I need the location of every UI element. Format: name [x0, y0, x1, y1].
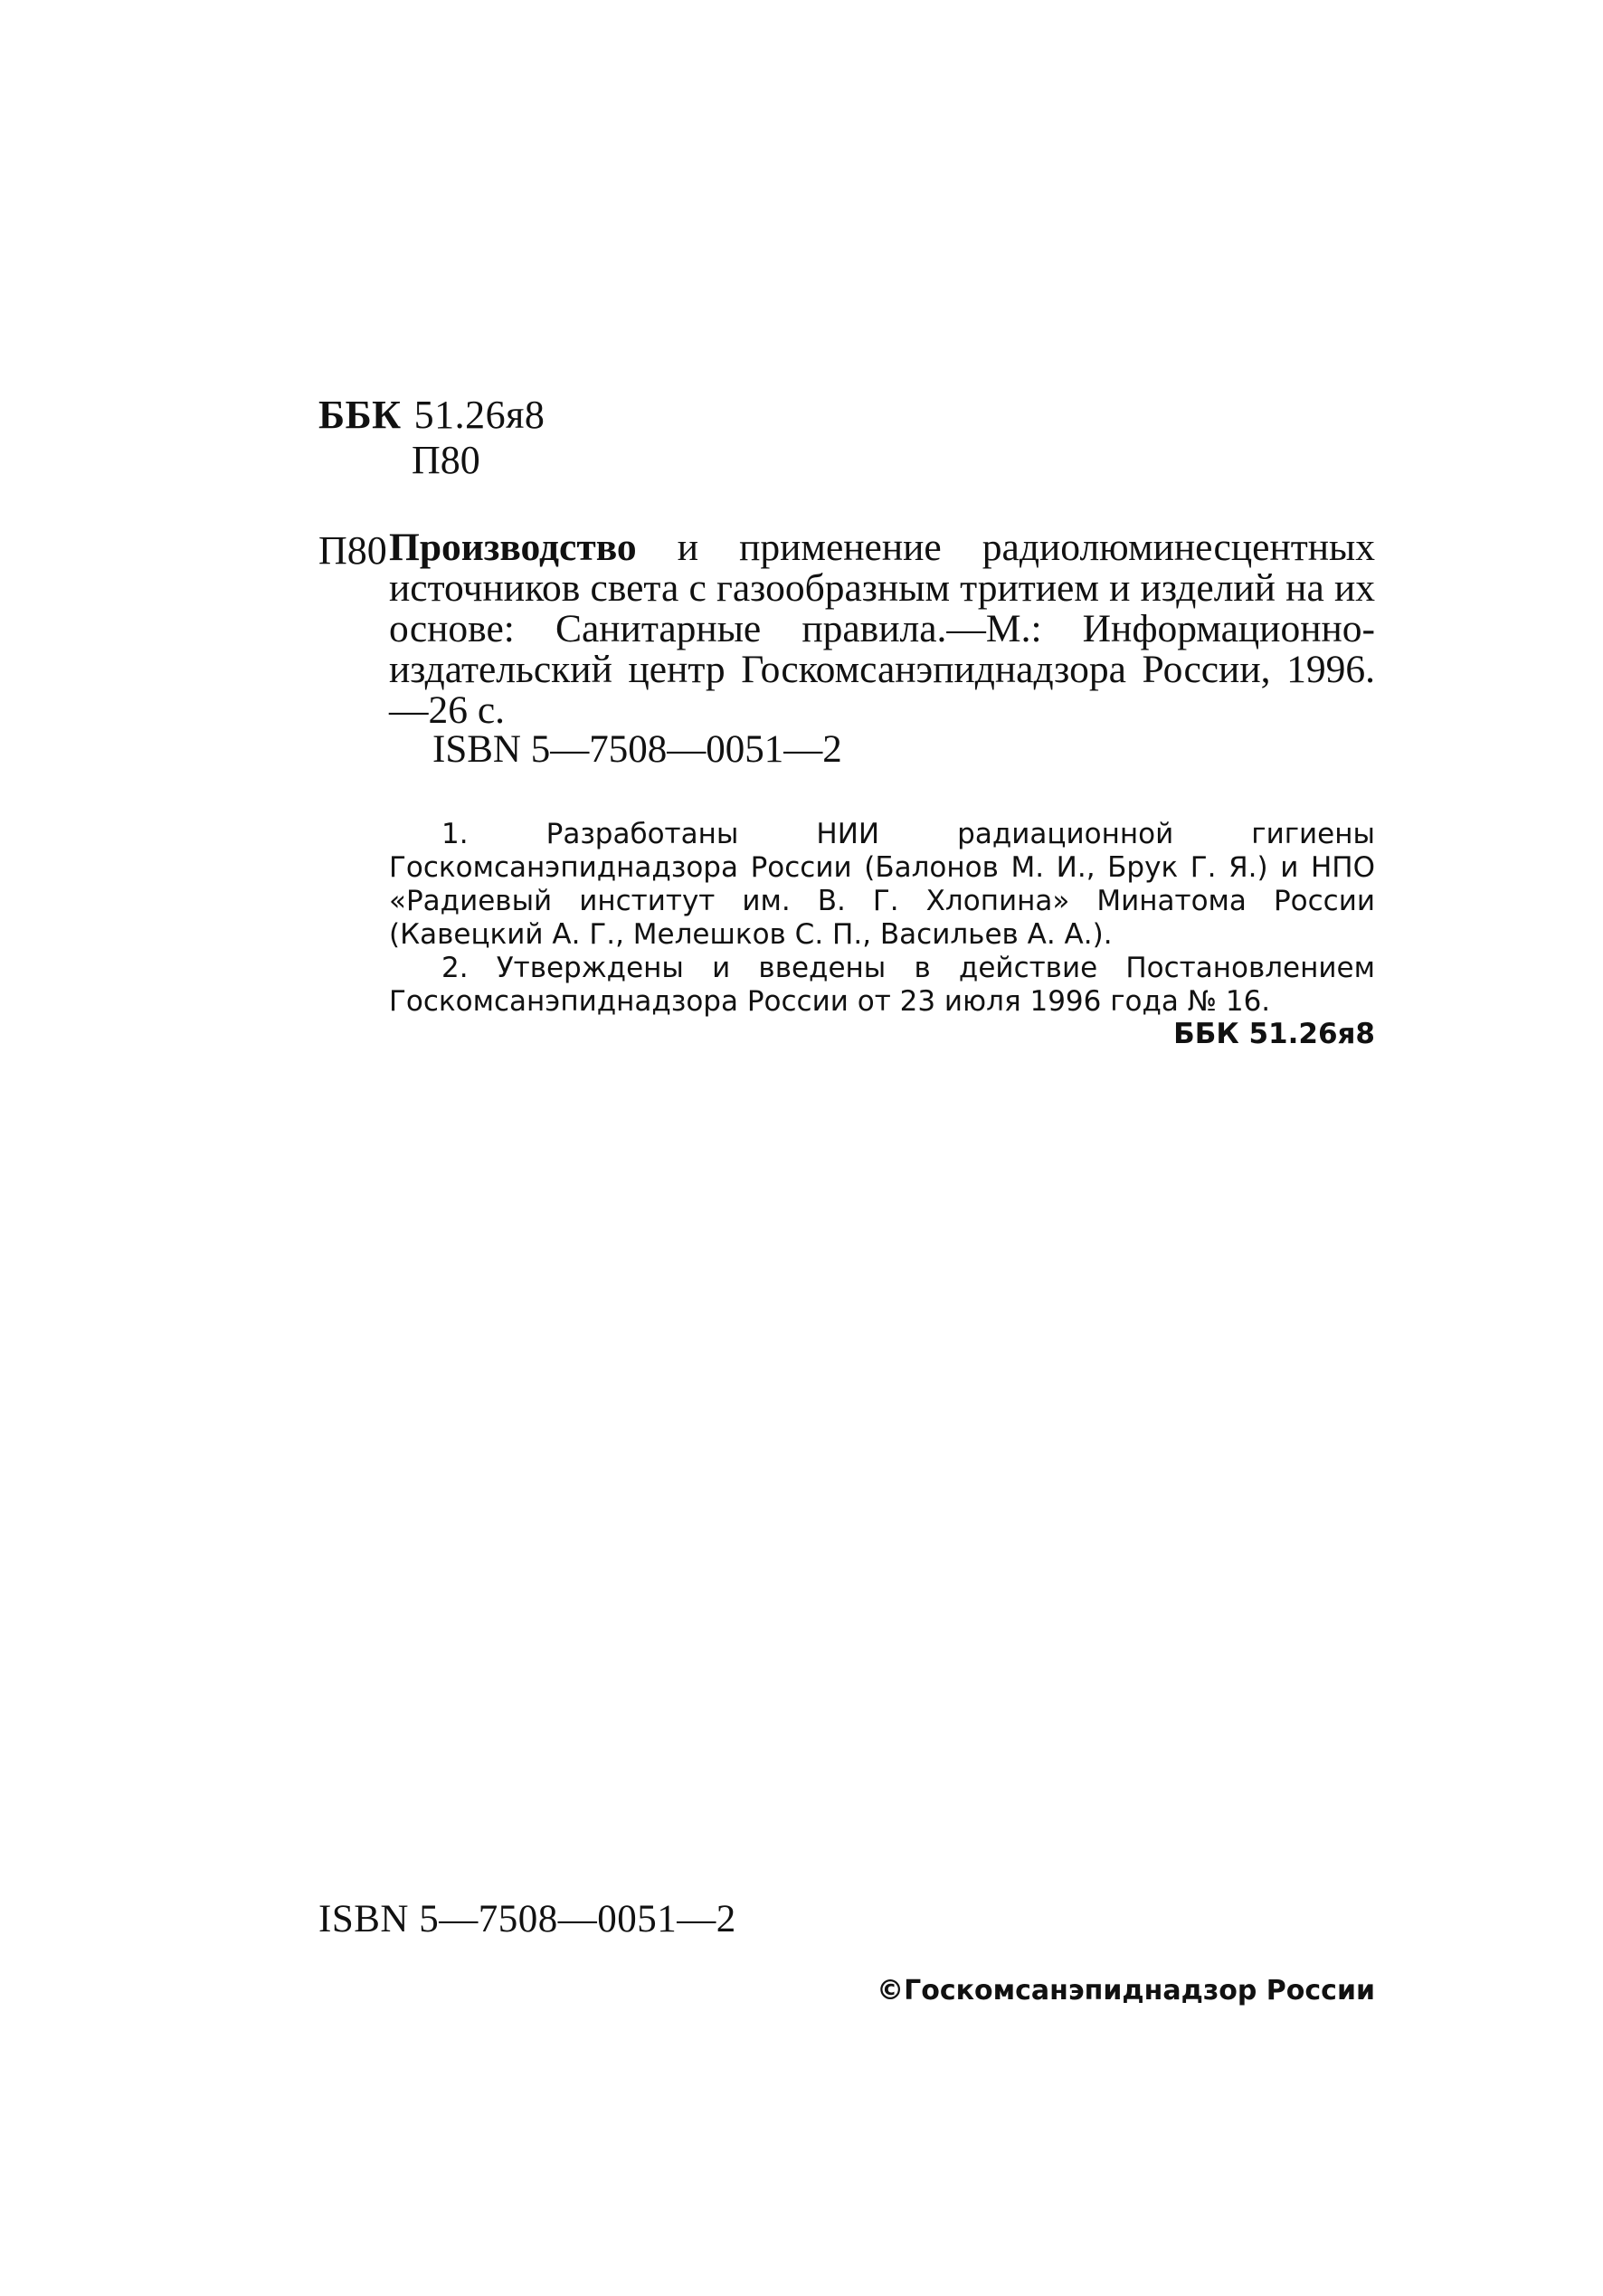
description-title-bold: Производство — [389, 526, 637, 569]
description-text: и применение радиолюминесцентных источников света с газообразным тритием и изделий на их основе: Санитарные правила.—М.: Информационно-издательский центр Госкомсанэпиднадзора России, 1996.—26 с. — [389, 526, 1375, 732]
note-developed: 1. Разработаны НИИ радиационной гигиены Госкомсанэпиднадзора России (Балонов М. И., Брук Г. Я.) и НПО «Радиевый институт им. В. Г. Хлопина» Минатома России (Кавецкий А. Г., Мелешков С. П., Васильев А. А.). — [389, 818, 1375, 951]
description-code: П80 — [318, 528, 387, 573]
notes-bbk: ББК 51.26я8 — [1173, 1018, 1375, 1050]
bbk-line — [318, 392, 545, 438]
description-isbn: ISBN 5—7508—0051—2 — [432, 728, 842, 771]
bibliographic-description — [389, 527, 1375, 731]
footer-isbn: ISBN 5—7508—0051—2 — [318, 1898, 736, 1940]
notes-block — [389, 818, 1375, 1019]
bbk-author-sign: П80 — [412, 438, 480, 482]
bbk-index: 51.26я8 — [413, 393, 545, 437]
bbk-label: ББК — [318, 393, 402, 437]
copyright: ©Госкомсанэпиднадзор России — [877, 1975, 1375, 2007]
note-approved: 2. Утверждены и введены в действие Постановлением Госкомсанэпиднадзора России от 23 июля 1996 года № 16. — [389, 952, 1375, 1018]
